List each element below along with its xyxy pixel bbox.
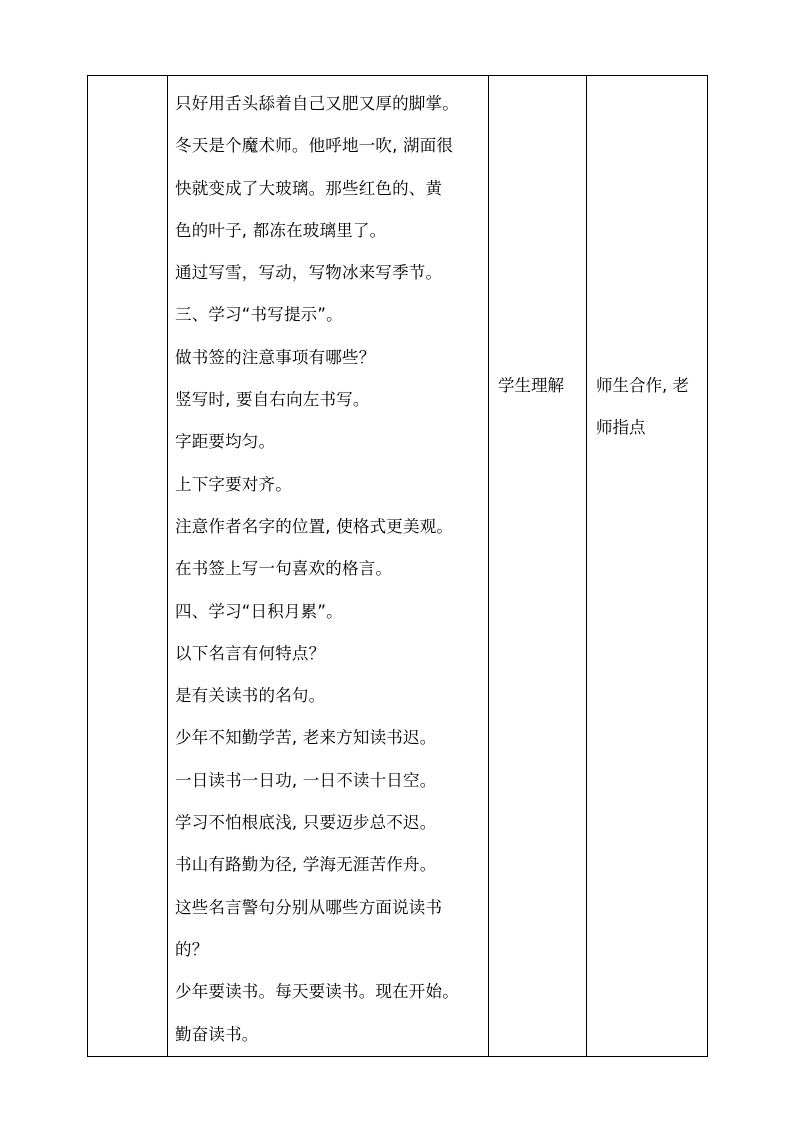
student-activity-text: 学生理解 — [498, 376, 564, 395]
content-line: 少年要读书。每天要读书。现在开始。 — [175, 982, 459, 1002]
content-line: 以下名言有何特点？ — [175, 643, 326, 663]
quote-line: 学习不怕根底浅, 只要迈步总不迟。 — [175, 813, 437, 833]
method-line: 师生合作, 老 — [596, 376, 689, 395]
content-line: 勤奋读书。 — [175, 1024, 259, 1044]
content-line: 色的叶子, 都冻在玻璃里了。 — [175, 220, 387, 240]
quote-line: 书山有路勤为径, 学海无涯苦作舟。 — [175, 855, 437, 875]
content-line: 在书签上写一句喜欢的格言。 — [175, 559, 393, 579]
content-line: 竖写时, 要自右向左书写。 — [175, 390, 370, 410]
section-heading: 三、学习“书写提示”。 — [175, 305, 343, 325]
teaching-method-cell — [587, 76, 708, 1057]
student-activity-cell — [489, 76, 587, 1057]
content-line: 的？ — [175, 939, 209, 959]
table-row — [88, 76, 708, 1057]
blank-cell — [88, 76, 168, 1057]
section-heading: 四、学习“日积月累”。 — [175, 601, 343, 621]
content-line: 快就变成了大玻璃。那些红色的、黄 — [175, 178, 443, 198]
method-line: 师指点 — [596, 418, 646, 438]
content-line: 做书签的注意事项有哪些？ — [175, 347, 376, 367]
quote-line: 一日读书一日功, 一日不读十日空。 — [175, 770, 437, 790]
content-line: 注意作者名字的位置, 使格式更美观。 — [175, 516, 454, 536]
content-line: 这些名言警句分别从哪些方面说读书 — [175, 897, 443, 917]
content-line: 通过写雪，写动，写物冰来写季节。 — [175, 263, 443, 283]
lesson-plan-table — [87, 75, 708, 1057]
content-line: 只好用舌头舔着自己又肥又厚的脚掌。 — [175, 94, 459, 113]
content-line: 冬天是个魔术师。他呼地一吹, 湖面很 — [175, 136, 454, 156]
teaching-method-text — [596, 365, 689, 450]
content-line: 上下字要对齐。 — [175, 474, 292, 494]
quote-line: 少年不知勤学苦, 老来方知读书迟。 — [175, 728, 437, 748]
content-line: 是有关读书的名句。 — [175, 686, 326, 706]
content-line: 字距要均匀。 — [175, 432, 276, 452]
teaching-content-cell — [168, 76, 489, 1057]
